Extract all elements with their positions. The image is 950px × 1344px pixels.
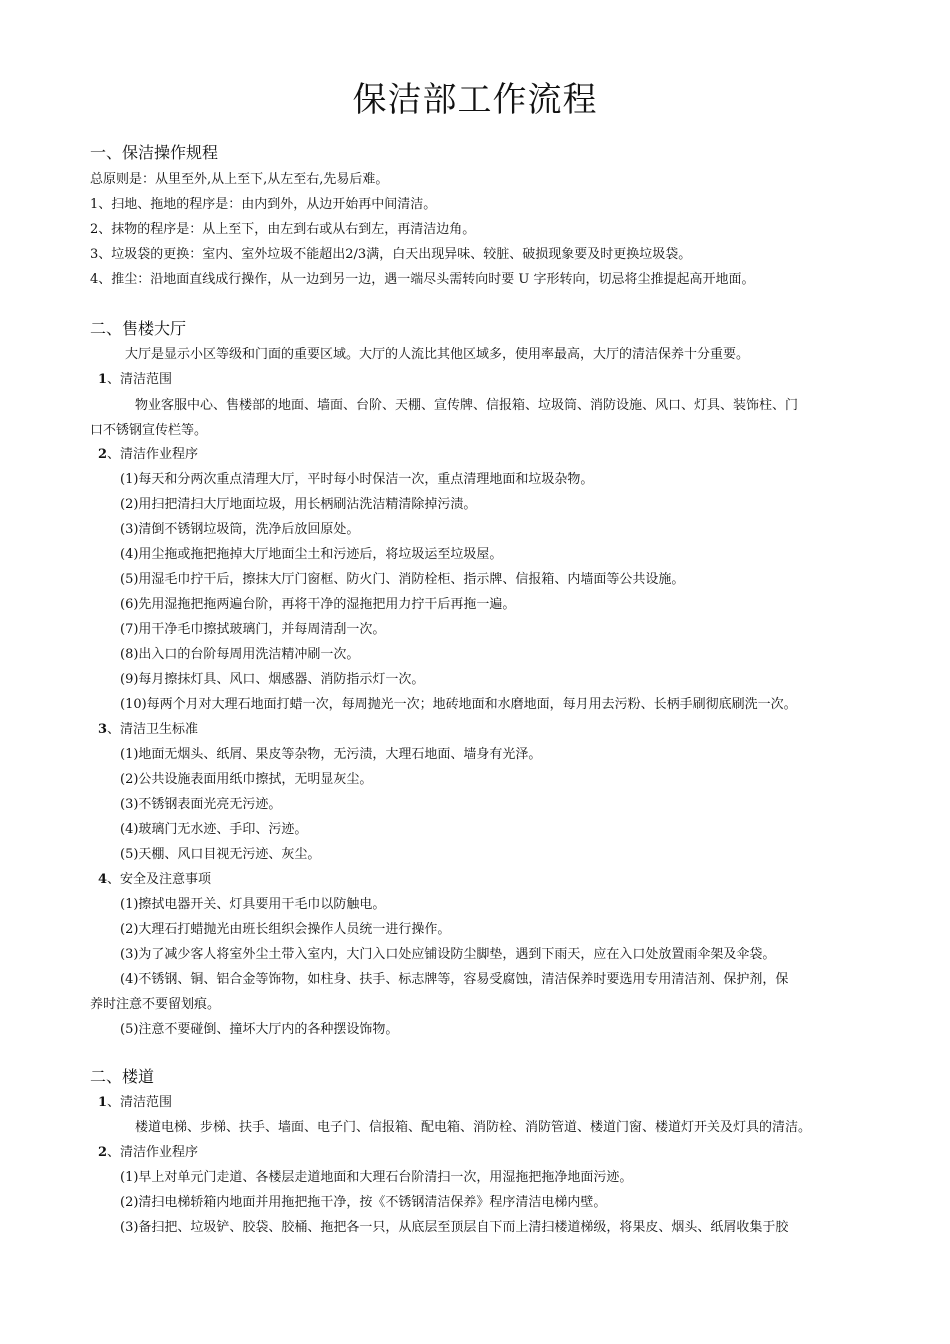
procedure-item: (1)每天和分两次重点清理大厅，平时每小时保洁一次，重点清理地面和垃圾杂物。	[120, 472, 594, 487]
procedure-item: (6)先用湿拖把拖两遍台阶，再将干净的湿拖把用力拧干后再拖一遍。	[120, 597, 516, 612]
subsection-number: 3	[98, 722, 108, 737]
rule-item: 2、抹物的程序是：从上至下，由左到右或从右到左，再清洁边角。	[90, 222, 476, 237]
standard-item: (1)地面无烟头、纸屑、果皮等杂物，无污渍，大理石地面、墙身有光泽。	[120, 747, 542, 762]
safety-item-continued: 养时注意不要留划痕。	[90, 997, 221, 1012]
safety-item: (2)大理石打蜡抛光由班长组织会操作人员统一进行操作。	[120, 922, 451, 937]
rule-item: 4、推尘：沿地面直线成行操作，从一边到另一边，遇一端尽头需转向时要 U 字形转向，切忌将尘推提起高开地面。	[90, 272, 755, 287]
document-title: 保洁部工作流程	[352, 80, 598, 120]
subsection-heading	[98, 1090, 873, 1115]
subsection-label: 、清洁卫生标准	[107, 722, 199, 737]
subsection-label: 、清洁范围	[107, 372, 173, 387]
subsection-label: 、清洁作业程序	[107, 1145, 199, 1160]
standard-item: (4)玻璃门无水迹、手印、污迹。	[120, 822, 308, 837]
subsection-number: 4	[98, 872, 108, 887]
rule-item: 1、扫地、拖地的程序是：由内到外，从边开始再中间清洁。	[90, 197, 437, 212]
procedure-item: (10)每两个月对大理石地面打蜡一次，每周抛光一次；地砖地面和水磨地面，每月用去污粉、长柄手刷彻底刷洗一次。	[120, 697, 797, 712]
subsection-heading	[98, 1140, 873, 1165]
subsection-heading	[98, 867, 873, 892]
subsection-heading	[98, 367, 873, 392]
subsection-heading	[98, 717, 873, 742]
subsection-number: 1	[98, 372, 108, 387]
standard-item: (3)不锈钢表面光亮无污迹。	[120, 797, 282, 812]
general-principle: 总原则是：从里至外,从上至下,从左至右,先易后难。	[90, 172, 389, 187]
subsection-label: 、清洁范围	[107, 1095, 173, 1110]
procedure-item: (3)备扫把、垃圾铲、胶袋、胶桶、拖把各一只，从底层至顶层自下而上清扫楼道梯级，将果皮、烟头、纸屑收集于胶	[120, 1220, 789, 1235]
safety-item: (5)注意不要碰倒、撞坏大厅内的各种摆设饰物。	[120, 1022, 399, 1037]
procedure-item: (2)用扫把清扫大厅地面垃圾，用长柄刷沾洗洁精清除掉污渍。	[120, 497, 477, 512]
safety-item: (3)为了减少客人将室外尘土带入室内，大门入口处应铺设防尘脚垫，遇到下雨天，应在入口处放置雨伞架及伞袋。	[120, 947, 776, 962]
procedure-item: (2)清扫电梯轿箱内地面并用拖把拖干净，按《不锈钢清洁保养》程序清洁电梯内壁。	[120, 1195, 607, 1210]
section-heading-operating-rules: 一、保洁操作规程	[90, 143, 219, 162]
safety-item: (4)不锈钢、铜、铝合金等饰物，如柱身、扶手、标志牌等，容易受腐蚀，清洁保养时要选用专用清洁剂、保护剂，保	[120, 972, 789, 987]
standard-item: (5)天棚、风口目视无污迹、灰尘。	[120, 847, 321, 862]
subsection-number: 2	[98, 1145, 108, 1160]
procedure-item: (3)清倒不锈钢垃圾筒，洗净后放回原处。	[120, 522, 360, 537]
rule-item: 3、垃圾袋的更换：室内、室外垃圾不能超出2/3满，白天出现异味、较脏、破损现象要及时更换垃圾袋。	[90, 247, 692, 262]
standard-item: (2)公共设施表面用纸巾擦拭，无明显灰尘。	[120, 772, 373, 787]
procedure-item: (9)每月擦抹灯具、风口、烟感器、消防指示灯一次。	[120, 672, 425, 687]
paragraph-line: 楼道电梯、步梯、扶手、墙面、电子门、信报箱、配电箱、消防栓、消防管道、楼道门窗、楼道灯开关及灯具的清洁。	[135, 1120, 812, 1135]
subsection-number: 1	[98, 1095, 108, 1110]
section-heading-corridor: 二、楼道	[90, 1067, 155, 1086]
subsection-label: 、安全及注意事项	[107, 872, 212, 887]
section-heading-sales-hall: 二、售楼大厅	[90, 319, 187, 338]
section-intro: 大厅是显示小区等级和门面的重要区域。大厅的人流比其他区域多，使用率最高，大厅的清洁保养十分重要。	[125, 347, 750, 362]
procedure-item: (7)用干净毛巾擦拭玻璃门，并每周清刮一次。	[120, 622, 386, 637]
procedure-item: (5)用湿毛巾拧干后，擦抹大厅门窗框、防火门、消防栓柜、指示牌、信报箱、内墙面等公共设施。	[120, 572, 685, 587]
procedure-item: (1)早上对单元门走道、各楼层走道地面和大理石台阶清扫一次，用湿拖把拖净地面污迹。	[120, 1170, 633, 1185]
subsection-label: 、清洁作业程序	[107, 447, 199, 462]
paragraph-line: 口不锈钢宣传栏等。	[90, 423, 208, 438]
procedure-item: (4)用尘拖或拖把拖掉大厅地面尘土和污迹后，将垃圾运至垃圾屋。	[120, 547, 503, 562]
safety-item: (1)擦拭电器开关、灯具要用干毛巾以防触电。	[120, 897, 386, 912]
procedure-item: (8)出入口的台阶每周用洗洁精冲刷一次。	[120, 647, 360, 662]
subsection-number: 2	[98, 447, 108, 462]
subsection-heading	[98, 442, 873, 467]
paragraph-line: 物业客服中心、售楼部的地面、墙面、台阶、天棚、宣传牌、信报箱、垃圾筒、消防设施、风口、灯具、装饰柱、门	[135, 398, 799, 413]
